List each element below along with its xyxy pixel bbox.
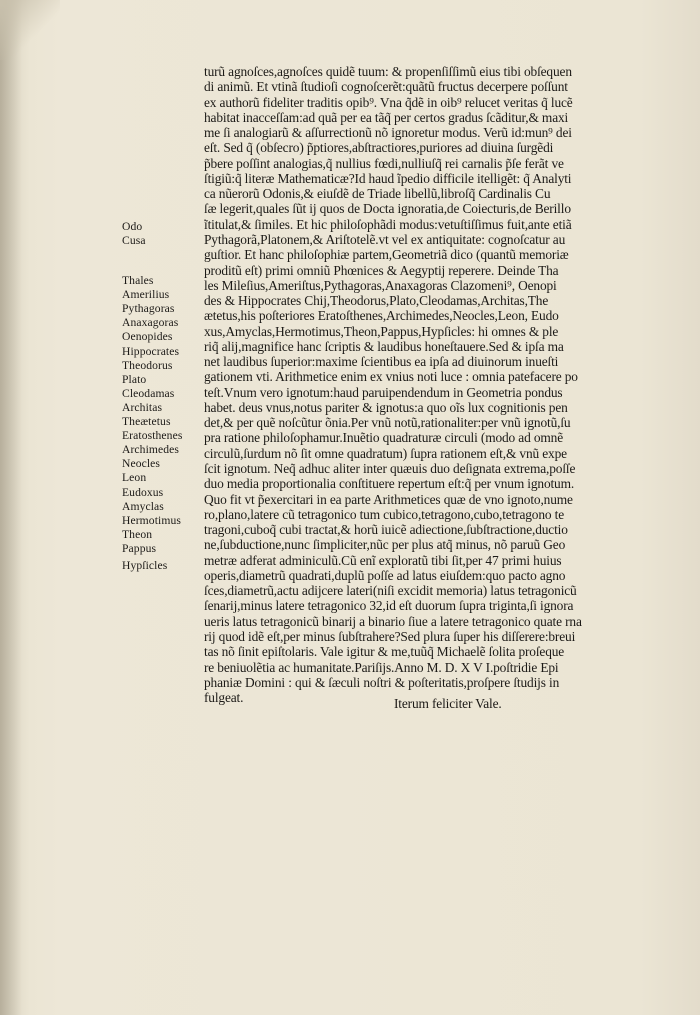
text-line: teſt.Vnum vero ignotum:haud paruipendendum in Geometria pondus [204, 384, 563, 400]
text-line: les Mileſius,Ameriſtus,Pythagoras,Anaxagoras Clazomeni⁹, Oenopi [204, 277, 557, 293]
margin-note: Hippocrates [122, 345, 180, 358]
margin-note: Thales [122, 274, 154, 287]
margin-note: Theon [122, 528, 153, 541]
text-line: ſæ legerit,quales ſũt ij quos de Docta ignoratia,de Coiecturis,de Berillo [204, 201, 571, 217]
margin-note: Architas [122, 401, 163, 414]
text-line: Quo fit vt p̃exercitari in ea parte Arithmetices quæ de vno ignoto,nume [204, 491, 573, 507]
margin-note: Cusa [122, 234, 146, 247]
text-line: re beniuolẽtia ac humanitate.Pariſijs.Anno M. D. X V I.poſtridie Epi [204, 659, 559, 675]
text-line: tragoni,cuboq̃ cubi tractat,& horũ iuicẽ adiectione,ſubſtractione,ductio [204, 522, 568, 538]
text-line: det,& per quẽ noſcũtur õnia.Per vnũ notũ,rationaliter:per vnũ ignotũ,ſu [204, 415, 571, 431]
text-line: habitat inacceſſam:ad quã per ea tãq̃ per certos gradus ſcãditur,& maxi [204, 109, 569, 125]
page-corner-wear [0, 0, 60, 60]
margin-note: Hermotimus [122, 514, 181, 527]
text-line: ætetus,his poſteriores Eratoſthenes,Archimedes,Neocles,Leon, Eudo [204, 308, 559, 324]
margin-note: Eudoxus [122, 486, 164, 499]
margin-note: Odo [122, 220, 143, 233]
text-line: ſcit ignotum. Neq̃ adhuc aliter inter quæuis duo deſignata extrema,poſſe [204, 461, 576, 477]
text-line: guſtior. Et hanc philoſophiæ partem,Geometriã dico (quantũ memoriæ [204, 247, 569, 263]
text-line: operis,diametrũ quadrati,duplũ poſſe ad latus eiuſdem:quo pacto agno [204, 567, 566, 583]
text-line: metræ adferat adminiculũ.Cũ enĩ exploratũ tibi ſit,per 47 primi huius [204, 552, 562, 568]
margin-note: Leon [122, 471, 147, 484]
margin-note: Pythagoras [122, 302, 175, 315]
text-line: ſenarij,minus latere tetragonico 32,id eſt duorum ſupra triginta,ſi ignora [204, 598, 574, 614]
text-line: rij quod idẽ eſt,per minus ſubſtrahere?Sed plura ſuper his diſſerere:breui [204, 628, 576, 644]
text-line: habet. deus vnus,notus pariter & ignotus:a quo oĩs lux cognitionis pen [204, 399, 568, 415]
margin-note: Pappus [122, 542, 157, 555]
text-line: turũ agnoſces,agnoſces quidẽ tuum: & propenſiſſimũ eius tibi obſequen [204, 64, 572, 79]
text-line: pra ratione philoſophamur.Inuẽtio quadraturæ circuli (modo ad omnẽ [204, 430, 563, 446]
text-line: eſt. Sed q̃ (obſecro) p̃ptiores,abſtractiores,puriores ad diuina ſurgẽdi [204, 140, 554, 156]
text-line: ca nũerorũ Odonis,& eiuſdẽ de Triade libellũ,libroſq̃ Cardinalis Cu [204, 186, 551, 202]
text-line: circulũ,ſurdum nõ ſit omne quadratum) ſupra rationem eſt,& vnũ expe [204, 445, 567, 461]
margin-note: Theætetus [122, 415, 171, 428]
text-line: fulgeat. [204, 690, 244, 706]
text-line: me ſi analogiarũ & aſſurrectionũ nõ ignoretur modus. Verũ id:mun⁹ dei [204, 125, 572, 141]
text-line: tas nõ ſinit epiſtolaris. Vale igitur & me,tuũq̃ Michaelẽ ſolita proſeque [204, 644, 565, 660]
gutter-shadow [0, 0, 22, 1015]
text-line: ſtigiũ:q̃ literæ Mathematicæ?Id haud ĩpedio difficile itelligẽt: q̃ Analyti [204, 170, 572, 186]
margin-note: Amyclas [122, 500, 164, 513]
margin-note: Hypſicles [122, 559, 168, 572]
text-line: riq̃ alij,magnifice hanc ſcriptis & laudibus honeſtauere.Sed & ipſa ma [204, 338, 564, 354]
text-line: ĩtitulat,& ſimiles. Et hic philoſophãdi modus:vetuſtiſſimus fuit,ante etiã [204, 216, 572, 232]
text-line: xus,Amyclas,Hermotimus,Theon,Pappus,Hypſicles: hi omnes & ple [204, 323, 559, 339]
text-line: gationem vti. Arithmetice enim ex vnius noti luce : omnia patefacere po [204, 369, 578, 385]
margin-note: Archimedes [122, 443, 180, 456]
text-line: proditũ eſt) primi omniũ Phœnices & Aegyptij reperere. Deinde Tha [204, 262, 559, 278]
text-line: Pythagorã,Platonem,& Ariſtotelẽ.vt vel ex antiquitate: cognoſcatur au [204, 231, 566, 247]
margin-note: Cleodamas [122, 387, 175, 400]
text-line: duo media proportionalia conſtituere repertum eſt:q̃ per vnum ignotum. [204, 476, 575, 492]
text-line: des & Hippocrates Chij,Theodorus,Plato,Cleodamas,Architas,The [204, 293, 549, 309]
text-line: ne,ſubductione,nunc ſimpliciter,nũc per plus atq̃ minus, nõ paruũ Geo [204, 537, 566, 553]
margin-note: Anaxagoras [122, 316, 179, 329]
text-line: ex authorũ fideliter traditis opib⁹. Vna q̃dẽ in oib⁹ relucet veritas q̃ lucẽ [204, 94, 573, 110]
margin-note: Oenopides [122, 330, 173, 343]
margin-note: Plato [122, 373, 147, 386]
text-line: ſces,diametrũ,actu adijcere lateri(niſi excidit memoria) latus tetragonicũ [204, 583, 577, 599]
text-line: net laudibus ſuperior:maxime ſcientibus ea ipſa ad diuinorum inueſti [204, 354, 559, 370]
text-line: p̃bere poſſint analogias,q̃ nullius fœdi,nulliuſq̃ rei carnalis p̃ſe ferãt ve [204, 155, 564, 171]
text-line: phaniæ Domini : qui & ſæculi noſtri & poſteritatis,proſpere ſtudijs in [204, 674, 560, 690]
text-line: di animũ. Et vtinã ſtudioſi cognoſcerẽt:quãtũ fructus decerpere poſſunt [204, 79, 568, 95]
margin-note: Eratosthenes [122, 429, 183, 442]
closing-salutation: Iterum feliciter Vale. [394, 696, 502, 712]
margin-note: Neocles [122, 457, 161, 470]
margin-note: Theodorus [122, 359, 173, 372]
margin-note: Amerilius [122, 288, 170, 301]
text-line: ro,plano,latere cũ tetragonico tum cubico,tetragono,cubo,tetragono te [204, 506, 564, 522]
text-line: ueris latus tetragonicũ binarij a binario ſiue a latere tetragonico quate rna [204, 613, 582, 629]
